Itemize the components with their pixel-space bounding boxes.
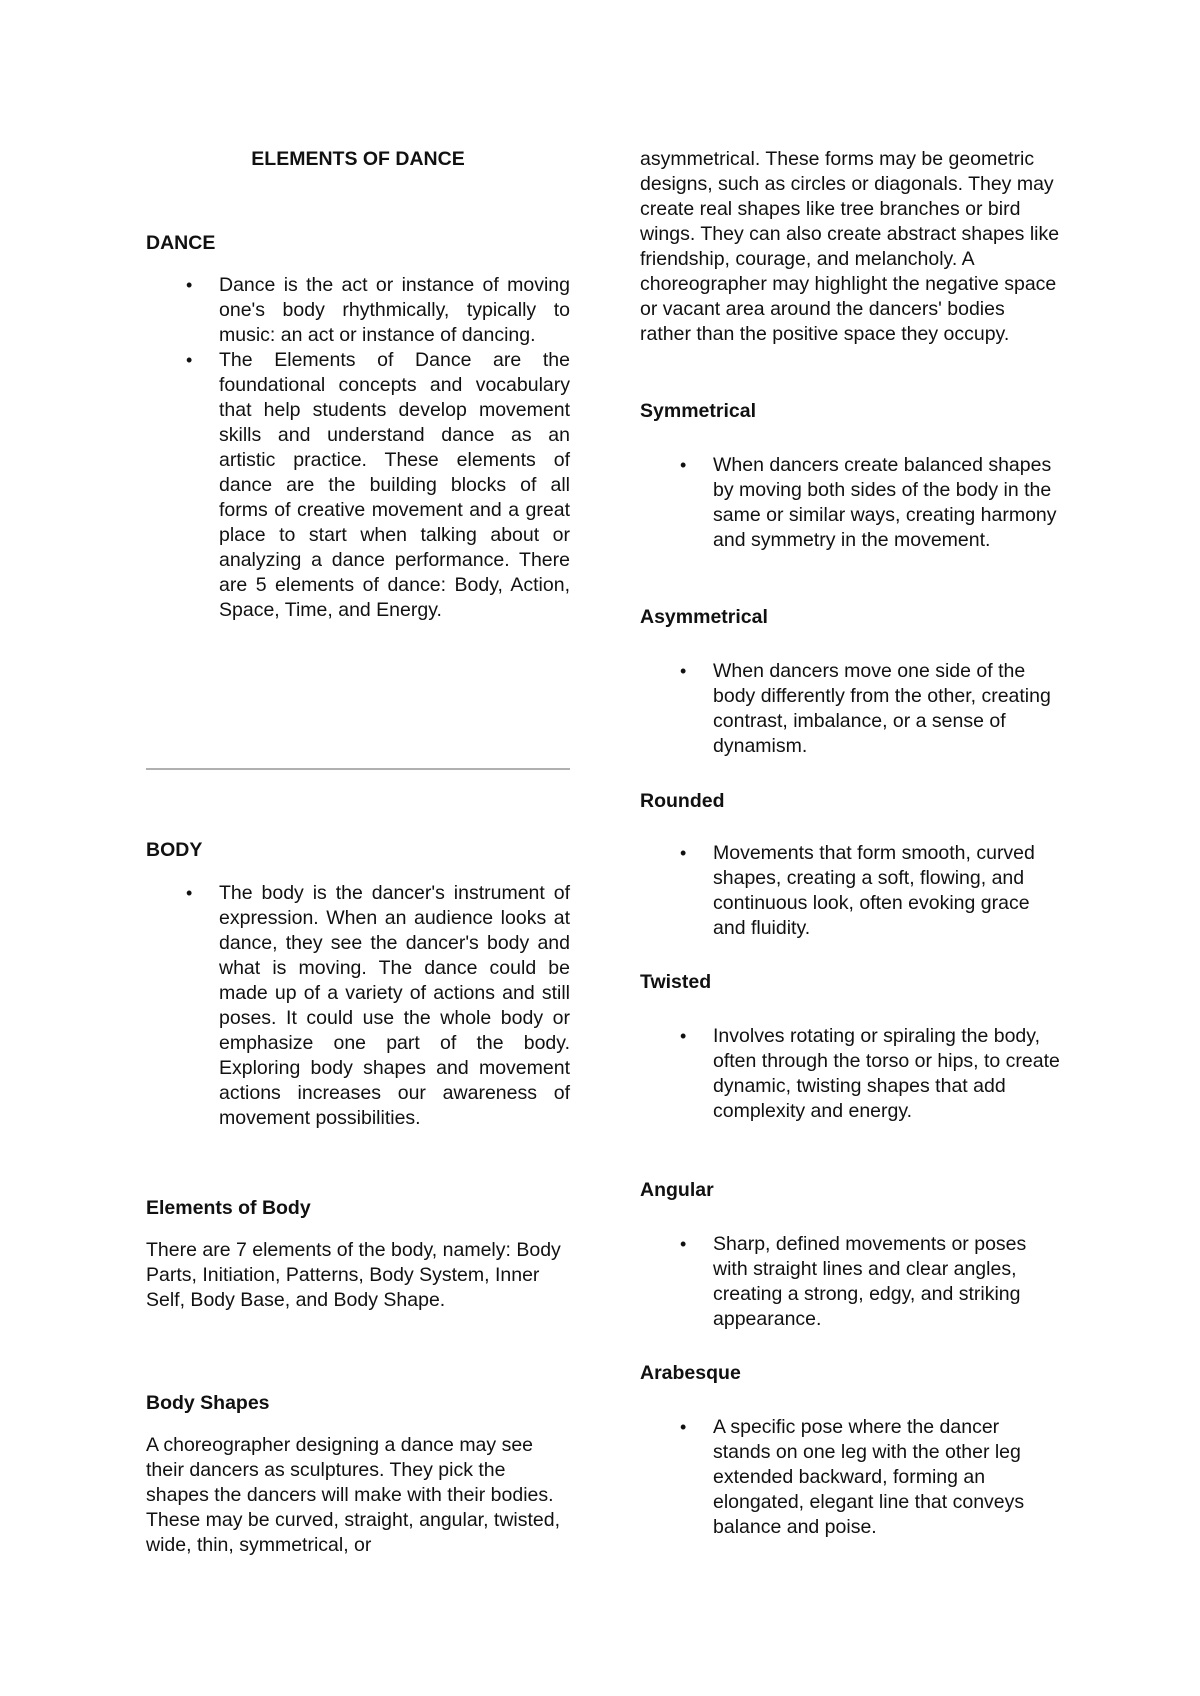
list-item: • The Elements of Dance are the foundational concepts and vocabulary that help students develop movement skills and understand dance as an artistic practice. These elements of dance are the building blocks of all forms of creative movement and a great place to start when talking about or analyzing a dance performance. There are 5 elements of dance: Body, Action, Space, Time, and Energy.: [146, 348, 570, 623]
rounded-heading: Rounded: [640, 790, 725, 812]
elements-of-body-text: There are 7 elements of the body, namely: Body Parts, Initiation, Patterns, Body System, Inner Self, Body Base, and Body Shape.: [146, 1239, 561, 1311]
angular-bullet-list: [640, 1232, 1060, 1332]
list-item: • Movements that form smooth, curved shapes, creating a soft, flowing, and continuous look, often evoking grace and fluidity.: [640, 841, 1060, 941]
rounded-bullet-list: [640, 841, 1060, 941]
body-shapes-continued-text: asymmetrical. These forms may be geometric designs, such as circles or diagonals. They may create real shapes like tree branches or bird wings. They can also create abstract shapes like friendship, courage, and melancholy. A choreographer may highlight the negative space or vacant area around the dancers' bodies rather than the positive space they occupy.: [640, 148, 1060, 345]
list-item: • A specific pose where the dancer stands on one leg with the other leg extended backward, forming an elongated, elegant line that conveys balance and poise.: [640, 1415, 1060, 1540]
angular-heading: Angular: [640, 1179, 714, 1201]
body-shapes-text: A choreographer designing a dance may see their dancers as sculptures. They pick the shapes the dancers will make with their bodies. These may be curved, straight, angular, twisted, wide, thin, symmetrical, or: [146, 1434, 561, 1556]
symmetrical-heading: Symmetrical: [640, 400, 756, 422]
twisted-heading: Twisted: [640, 971, 712, 993]
asymmetrical-bullet-list: [640, 659, 1060, 759]
asymmetrical-heading: Asymmetrical: [640, 606, 768, 628]
list-item: • Sharp, defined movements or poses with straight lines and clear angles, creating a strong, edgy, and striking appearance.: [640, 1232, 1060, 1332]
body-shapes-heading: Body Shapes: [146, 1392, 270, 1414]
dance-bullet-list: [146, 273, 570, 623]
twisted-bullet-list: [640, 1024, 1060, 1124]
symmetrical-bullet-list: [640, 453, 1060, 553]
dance-heading: DANCE: [146, 232, 216, 254]
list-item: • When dancers move one side of the body differently from the other, creating contrast, imbalance, or a sense of dynamism.: [640, 659, 1060, 759]
body-bullet-list: [146, 881, 570, 1131]
list-item: • Involves rotating or spiraling the body, often through the torso or hips, to create dynamic, twisting shapes that add complexity and energy.: [640, 1024, 1060, 1124]
list-item: • The body is the dancer's instrument of expression. When an audience looks at dance, they see the dancer's body and what is moving. The dance could be made up of a variety of actions and still poses. It could use the whole body or emphasize one part of the body. Exploring body shapes and movement actions increases our awareness of movement possibilities.: [146, 881, 570, 1131]
elements-of-body-heading: Elements of Body: [146, 1197, 311, 1219]
arabesque-heading: Arabesque: [640, 1362, 741, 1384]
section-divider: [146, 768, 570, 770]
page-title: ELEMENTS OF DANCE: [251, 148, 465, 170]
arabesque-bullet-list: [640, 1415, 1060, 1540]
body-heading: BODY: [146, 839, 203, 861]
list-item: • When dancers create balanced shapes by moving both sides of the body in the same or similar ways, creating harmony and symmetry in the movement.: [640, 453, 1060, 553]
list-item: • Dance is the act or instance of moving one's body rhythmically, typically to music: an act or instance of dancing.: [146, 273, 570, 348]
